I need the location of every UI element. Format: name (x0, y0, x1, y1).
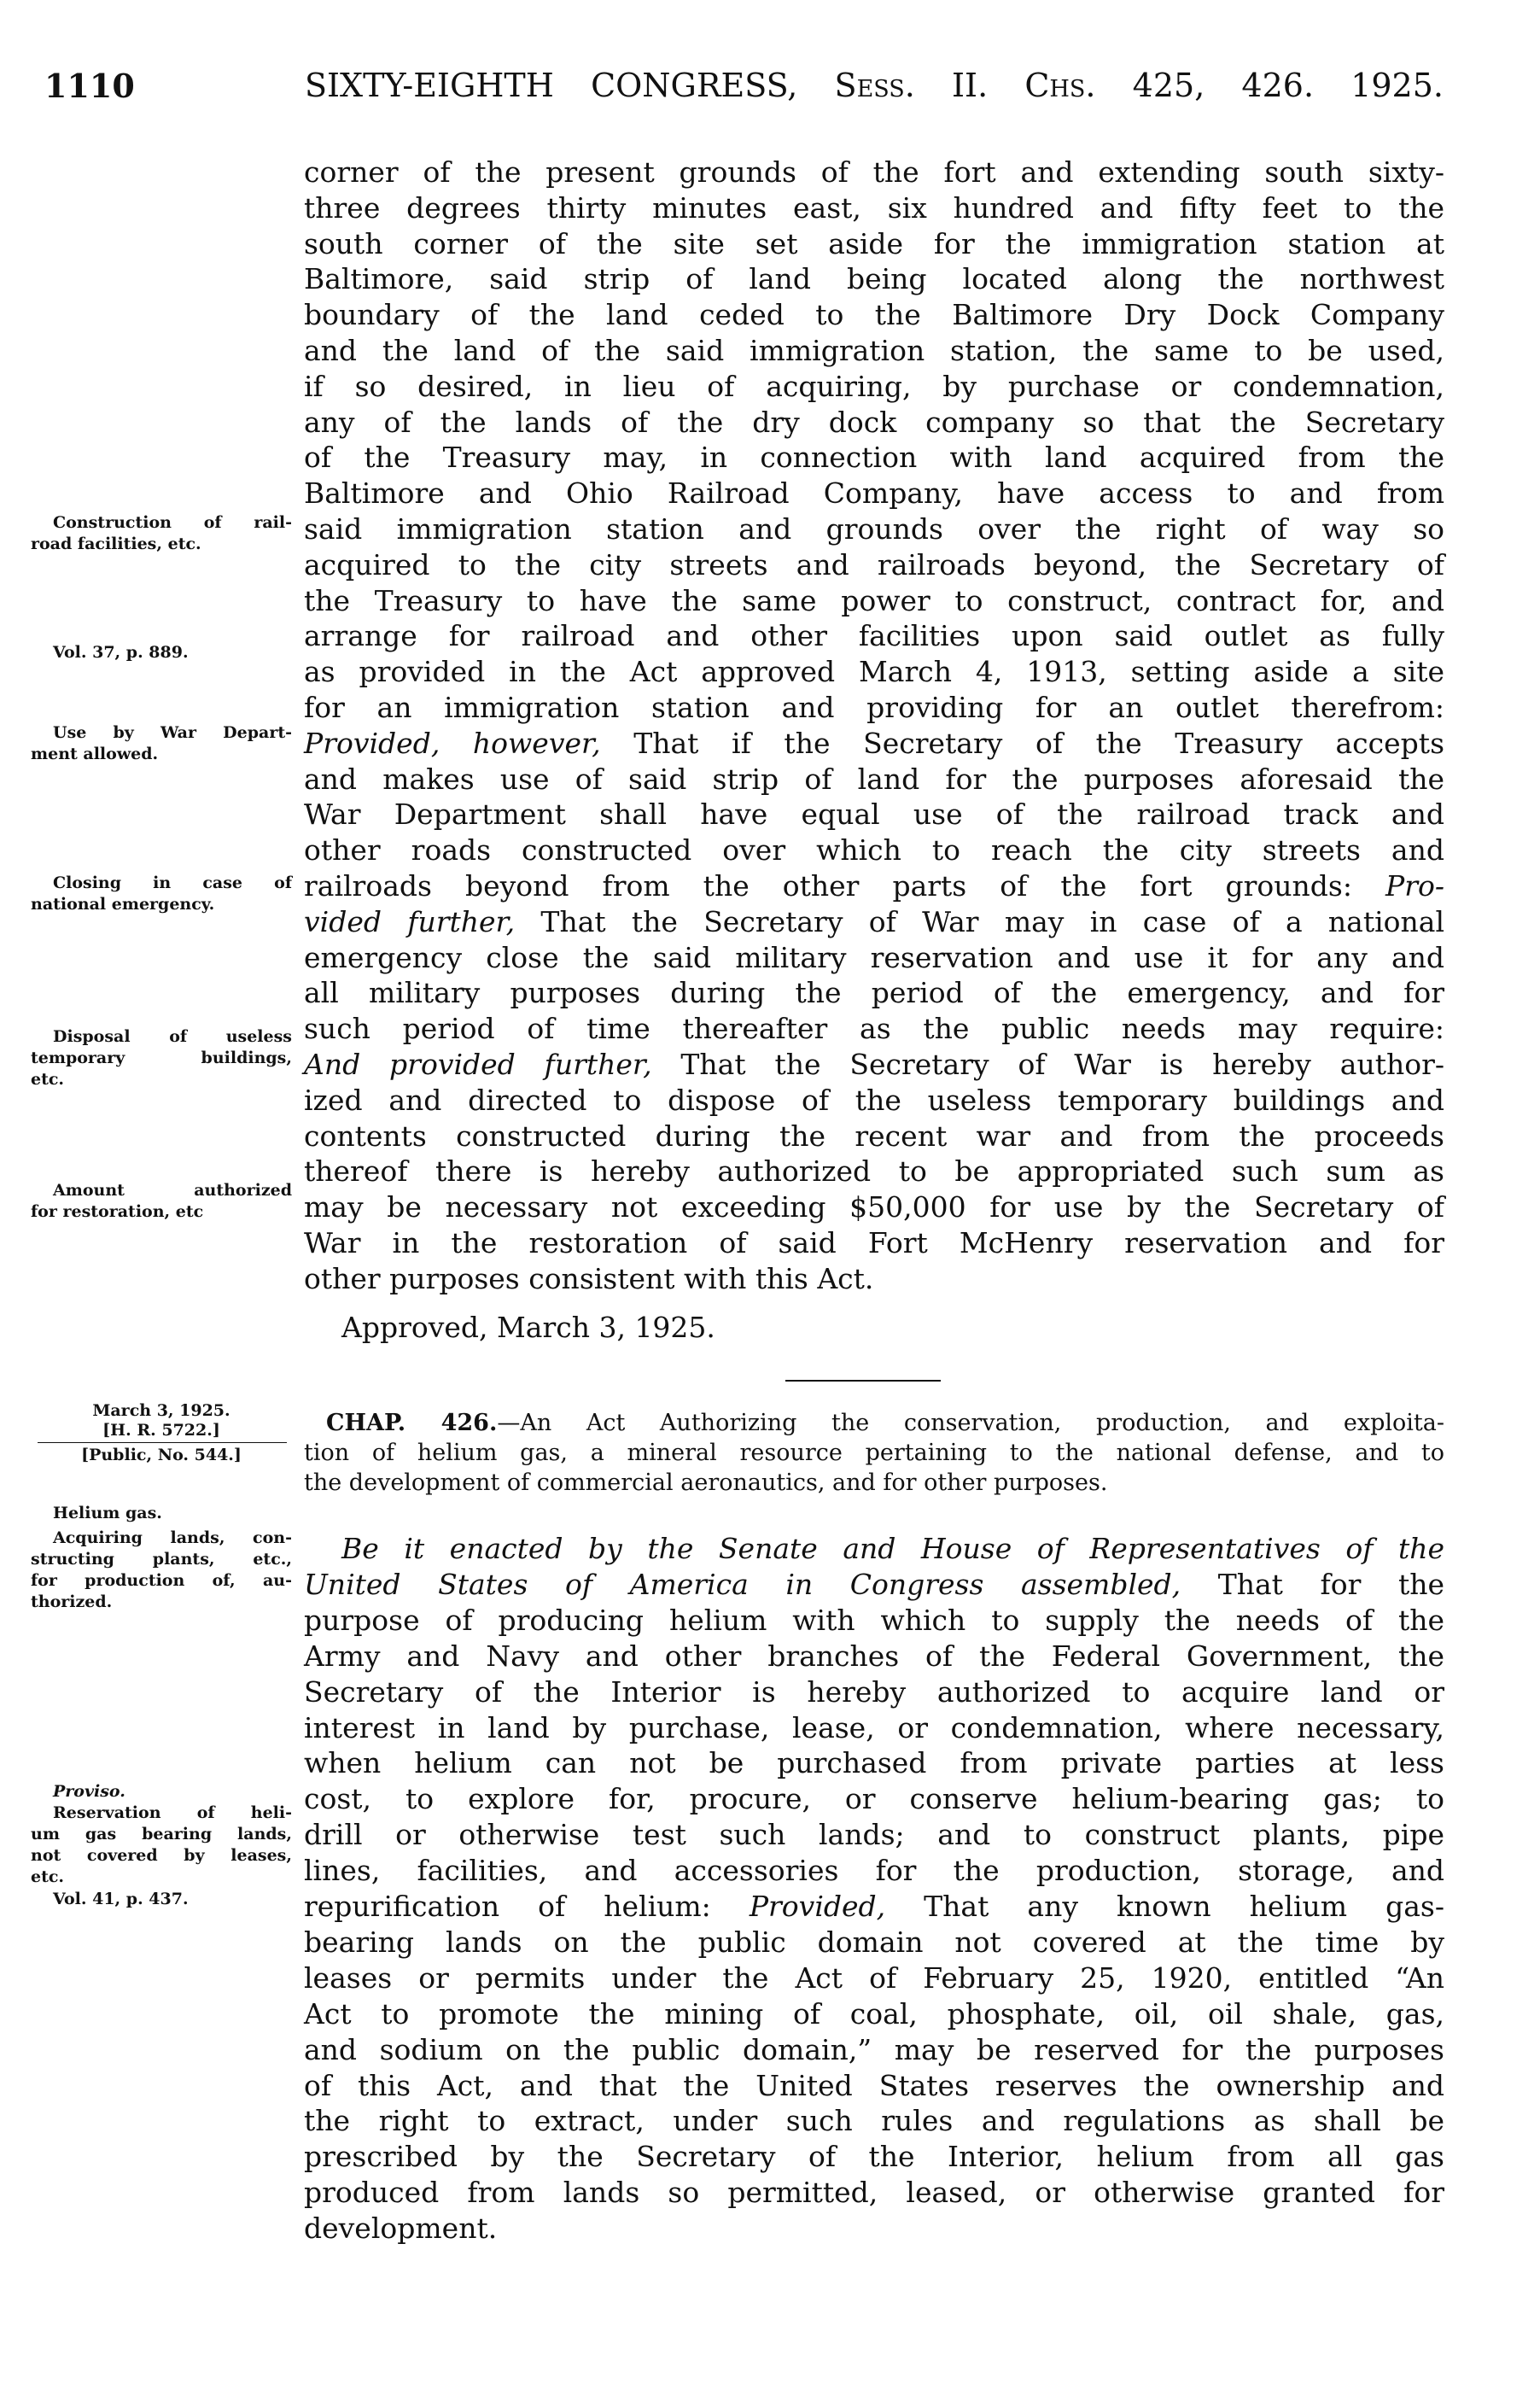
text-line (304, 1568, 1444, 1602)
margin-note: Amount authorized (53, 1181, 292, 1200)
margin-note: road facilities, etc. (31, 535, 201, 553)
italic-text: vided further, (304, 904, 516, 938)
text-line: Secretary of the Interior is hereby authorized to acquire land or (304, 1674, 1444, 1709)
running-head (305, 67, 1444, 104)
text-line: three degrees thirty minutes east, six hundred and fifty feet to the (304, 190, 1444, 225)
margin-note: temporary buildings, (31, 1049, 292, 1067)
text-line: south corner of the site set aside for the immigration station at (304, 226, 1444, 260)
text-line: said immigration station and grounds over the right of way so (304, 512, 1444, 546)
text-line: such period of time thereafter as the public needs may require: (304, 1012, 1444, 1046)
text-line: the Treasury to have the same power to construct, contract for, and (304, 583, 1444, 617)
approved-date: Approved, March 3, 1925. (341, 1311, 715, 1344)
text-line: emergency close the said military reservation and use it for any and (304, 940, 1444, 974)
text-line (304, 905, 1444, 939)
margin-note: ment allowed. (31, 745, 159, 763)
italic-text: Be it enacted by the Senate and House of Representatives of the (341, 1532, 1444, 1565)
chapter-title-line: the development of commercial aeronautics, and for other purposes. (304, 1470, 1108, 1496)
text-line: ized and directed to dispose of the useless temporary buildings and (304, 1083, 1444, 1117)
text-line: arrange for railroad and other facilities upon said outlet as fully (304, 619, 1444, 653)
text-line: if so desired, in lieu of acquiring, by purchase or condemnation, (304, 369, 1444, 403)
margin-note: national emergency. (31, 895, 215, 914)
text-line (341, 1532, 1444, 1566)
italic-text: Provided, however, (304, 726, 601, 760)
text-line: interest in land by purchase, lease, or condemnation, where necessary, (304, 1710, 1444, 1744)
text-line: for an immigration station and providing for an outlet therefrom: (304, 691, 1444, 724)
text-line: Baltimore and Ohio Railroad Company, have access to and from (304, 476, 1444, 511)
text-line: contents constructed during the recent war and from the proceeds (304, 1119, 1444, 1153)
text-line: corner of the present grounds of the fort and extending south sixty- (304, 155, 1444, 189)
text-line: the right to extract, under such rules and regulations as shall be (304, 2104, 1444, 2138)
chapter-title-line (326, 1409, 1444, 1438)
margin-note: Closing in case of (53, 874, 292, 892)
italic-text: Provided, (749, 1890, 886, 1923)
margin-note: etc. (31, 1867, 65, 1886)
text-line (304, 1048, 1444, 1082)
running-head-chapters: Chs. 425, 426. (1024, 67, 1351, 104)
text-line: drill or otherwise test such lands; and to construct plants, pipe (304, 1818, 1444, 1852)
text-line: and makes use of said strip of land for the purposes aforesaid the (304, 762, 1444, 796)
margin-note: um gas bearing lands, (31, 1825, 292, 1844)
margin-note: Construction of rail- (53, 513, 292, 532)
text-line: War Department shall have equal use of the railroad track and (304, 798, 1444, 832)
text-line: Act to promote the mining of coal, phosphate, oil, oil shale, gas, (304, 1996, 1444, 2030)
text-segment: railroads beyond from the other parts of the fort grounds: (304, 869, 1385, 903)
chapter-title-line: tion of helium gas, a mineral resource pertaining to the national defense, and to (304, 1440, 1444, 1466)
margin-note: for restoration, etc (31, 1202, 204, 1221)
text-line: and sodium on the public domain,” may be reserved for the purposes (304, 2032, 1444, 2066)
text-line: acquired to the city streets and railroads beyond, the Secretary of (304, 547, 1444, 581)
margin-note: structing plants, etc., (31, 1550, 292, 1569)
margin-note: Acquiring lands, con- (53, 1528, 292, 1547)
running-head-year: 1925. (1350, 67, 1444, 104)
running-head-congress: SIXTY-EIGHTH CONGRESS, (305, 67, 835, 104)
text-segment: That the Secretary of War is hereby author- (651, 1048, 1445, 1081)
margin-note: etc. (31, 1070, 65, 1089)
text-line: Baltimore, said strip of land being located along the northwest (304, 262, 1444, 296)
text-line: and the land of the said immigration station, the same to be used, (304, 334, 1444, 367)
text-line: of this Act, and that the United States reserves the ownership and (304, 2068, 1444, 2102)
margin-note: Helium gas. (53, 1504, 162, 1522)
text-line: other purposes consistent with this Act. (304, 1261, 874, 1295)
italic-text: Pro- (1385, 869, 1444, 903)
text-line: purpose of producing helium with which to supply the needs of the (304, 1603, 1444, 1637)
text-segment: That for the (1181, 1567, 1444, 1601)
text-line: produced from lands so permitted, leased, or otherwise granted for (304, 2176, 1444, 2210)
text-line: any of the lands of the dry dock company so that the Secretary (304, 405, 1444, 439)
citation-public-law: [Public, No. 544.] (81, 1446, 242, 1464)
text-line: prescribed by the Secretary of the Interior, helium from all gas (304, 2140, 1444, 2174)
text-line: War in the restoration of said Fort McHenry reservation and for (304, 1226, 1444, 1259)
text-line: lines, facilities, and accessories for the production, storage, and (304, 1854, 1444, 1888)
text-line: leases or permits under the Act of February 25, 1920, entitled “An (304, 1960, 1444, 1995)
text-segment: repurification of helium: (304, 1890, 750, 1923)
citation-bill: [H. R. 5722.] (102, 1421, 220, 1440)
text-line: Army and Navy and other branches of the Federal Government, the (304, 1639, 1444, 1673)
text-segment: That any known helium gas- (885, 1890, 1444, 1923)
margin-note: for production of, au- (31, 1571, 292, 1590)
section-divider (785, 1380, 941, 1382)
text-line (304, 869, 1444, 903)
text-line: when helium can not be purchased from private parties at less (304, 1746, 1444, 1780)
page-number: 1110 (44, 67, 135, 105)
text-line: as provided in the Act approved March 4, 1913, setting aside a site (304, 655, 1444, 689)
citation-rule (38, 1442, 287, 1443)
margin-note: not covered by leases, (31, 1846, 292, 1865)
text-line (304, 1890, 1444, 1924)
text-line: cost, to explore for, procure, or conserve helium-bearing gas; to (304, 1782, 1444, 1816)
margin-note: Vol. 41, p. 437. (53, 1890, 189, 1908)
margin-note: thorized. (31, 1592, 113, 1611)
margin-note: Reservation of heli- (53, 1803, 292, 1822)
text-segment: That if the Secretary of the Treasury accepts (600, 726, 1445, 760)
text-segment: That the Secretary of War may in case of a national (515, 904, 1445, 938)
chapter-label: CHAP. 426. (326, 1410, 498, 1436)
text-line: may be necessary not exceeding $50,000 for use by the Secretary of (304, 1190, 1444, 1224)
text-line: of the Treasury may, in connection with land acquired from the (304, 441, 1444, 475)
text-line: thereof there is hereby authorized to be appropriated such sum as (304, 1154, 1444, 1189)
text-line: development. (304, 2212, 498, 2246)
italic-text: And provided further, (304, 1048, 652, 1081)
margin-note: Vol. 37, p. 889. (53, 643, 189, 662)
margin-note: Disposal of useless (53, 1027, 292, 1046)
text-line: all military purposes during the period of the emergency, and for (304, 976, 1444, 1010)
text-line: other roads constructed over which to reach the city streets and (304, 833, 1444, 868)
citation-date: March 3, 1925. (92, 1401, 230, 1420)
text-line: bearing lands on the public domain not covered at the time by (304, 1925, 1444, 1959)
chapter-title-text: —An Act Authorizing the conservation, production, and exploita- (497, 1410, 1445, 1436)
italic-text: United States of America in Congress assembled, (304, 1567, 1181, 1601)
margin-note: Proviso. (53, 1782, 125, 1801)
text-line: boundary of the land ceded to the Baltimore Dry Dock Company (304, 298, 1444, 332)
margin-note: Use by War Depart- (53, 723, 292, 742)
text-line (304, 727, 1444, 761)
running-head-session: Sess. II. (834, 67, 1025, 104)
